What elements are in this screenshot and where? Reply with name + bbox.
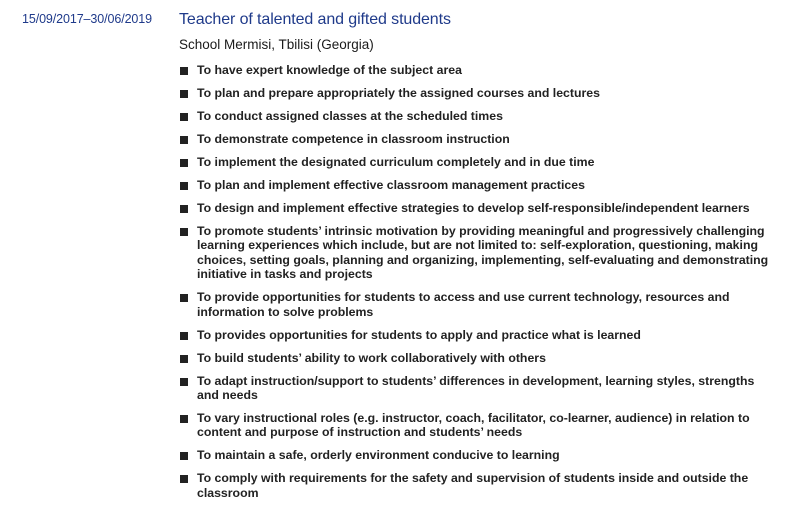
duty-text: To build students’ ability to work collaboratively with others <box>197 350 546 365</box>
square-bullet-icon <box>180 355 188 363</box>
organization: School Mermisi, Tbilisi (Georgia) <box>179 37 374 52</box>
duty-text: To comply with requirements for the safety and supervision of students inside and outside the classroom <box>197 471 749 500</box>
duty-item <box>179 374 769 403</box>
duty-text: To have expert knowledge of the subject area <box>197 63 462 77</box>
duty-item <box>179 178 769 192</box>
duty-item <box>179 328 769 342</box>
duty-text: To provides opportunities for students to apply and practice what is learned <box>197 327 641 342</box>
square-bullet-icon <box>180 475 188 483</box>
square-bullet-icon <box>180 228 188 236</box>
square-bullet-icon <box>180 332 188 340</box>
duty-text: To adapt instruction/support to students’ differences in development, learning styles, strengths and needs <box>197 373 755 403</box>
duty-item <box>179 155 769 169</box>
duty-item <box>179 63 769 77</box>
square-bullet-icon <box>180 452 188 460</box>
duty-text: To implement the designated curriculum completely and in due time <box>197 155 595 169</box>
duty-text: To plan and implement effective classroom management practices <box>197 178 585 192</box>
duty-text: To promote students’ intrinsic motivation by providing meaningful and progressively challenging learning experiences which include, but are not limited to: self-exploration, questioning, making choices, setting goals, planning and organizing, implementing, self-evaluating and demonstrating initiative in tasks and projects <box>197 224 769 282</box>
duty-text: To provide opportunities for students to access and use current technology, resources and information to solve problems <box>197 290 730 319</box>
duty-item <box>179 471 769 500</box>
square-bullet-icon <box>180 205 188 213</box>
date-range: 15/09/2017–30/06/2019 <box>22 12 152 26</box>
duty-text: To conduct assigned classes at the scheduled times <box>197 109 503 123</box>
duties-list <box>179 63 769 509</box>
square-bullet-icon <box>180 67 188 75</box>
duty-item <box>179 351 769 365</box>
square-bullet-icon <box>180 159 188 167</box>
square-bullet-icon <box>180 90 188 98</box>
duty-text: To vary instructional roles (e.g. instructor, coach, facilitator, co-learner, audience) in relation to content and purpose of instruction and students’ needs <box>197 411 750 440</box>
duty-item <box>179 132 769 146</box>
square-bullet-icon <box>180 294 188 302</box>
duty-item <box>179 86 769 100</box>
square-bullet-icon <box>180 378 188 386</box>
square-bullet-icon <box>180 136 188 144</box>
duty-item <box>179 290 769 319</box>
duty-text: To design and implement effective strategies to develop self-responsible/independent learners <box>197 201 750 215</box>
duty-text: To demonstrate competence in classroom instruction <box>197 132 510 146</box>
duty-item <box>179 201 769 215</box>
square-bullet-icon <box>180 182 188 190</box>
duty-item <box>179 411 769 440</box>
duty-text: To maintain a safe, orderly environment conducive to learning <box>197 448 560 463</box>
duty-text: To plan and prepare appropriately the assigned courses and lectures <box>197 86 600 100</box>
job-title: Teacher of talented and gifted students <box>179 11 451 28</box>
duty-item <box>179 448 769 462</box>
duty-item <box>179 224 769 282</box>
square-bullet-icon <box>180 415 188 423</box>
duty-item <box>179 109 769 123</box>
square-bullet-icon <box>180 113 188 121</box>
